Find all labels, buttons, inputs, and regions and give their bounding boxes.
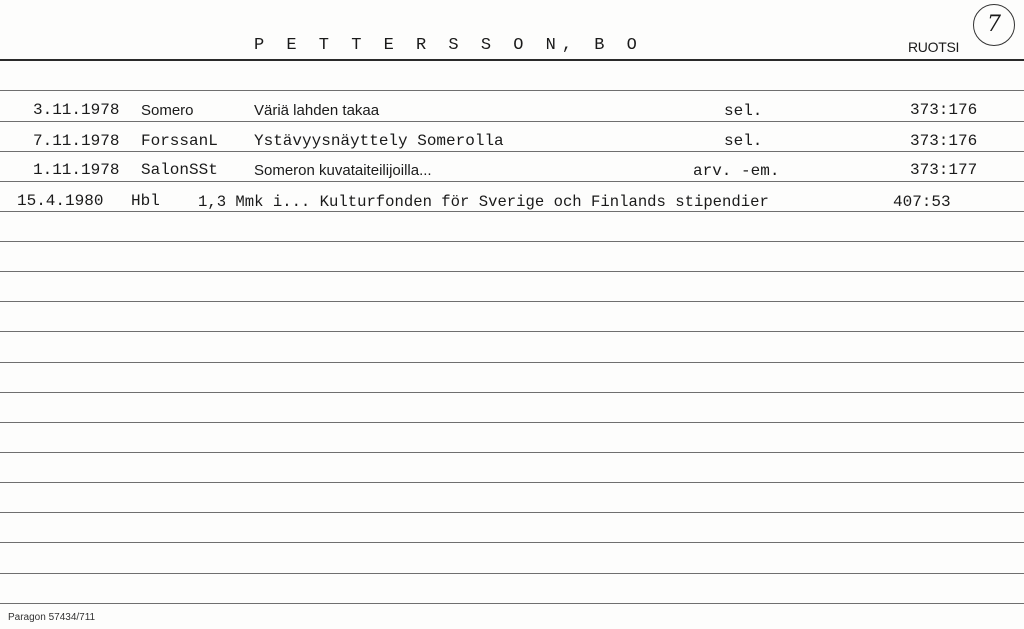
entry-source: SalonSSt [141,161,218,179]
ruled-line [0,241,1024,242]
ruled-line [0,362,1024,363]
ruled-line [0,482,1024,483]
ruled-line [0,573,1024,574]
ruled-line [0,271,1024,272]
entry-date: 3.11.1978 [33,101,120,119]
entry-ref: 407:53 [893,193,951,211]
entry-title: 1,3 Mmk i... Kulturfonden för Sverige och Finlands stipendier [198,193,769,211]
ruled-line [0,542,1024,543]
ruled-line [0,331,1024,332]
entry-ref: 373:176 [910,132,978,150]
entry-date: 1.11.1978 [33,161,120,179]
ruled-line [0,90,1024,91]
entry-ref: 373:176 [910,101,978,119]
ruled-line [0,151,1024,152]
ruled-line [0,301,1024,302]
entry-ref: 373:177 [910,161,978,179]
entry-source: Hbl [131,192,160,210]
entry-title: Someron kuvataiteilijoilla... [254,162,432,179]
entry-source: Somero [141,102,194,119]
entry-date: 15.4.1980 [17,192,104,210]
entry-source: ForssanL [141,132,218,150]
entry-title: Ystävyysnäyttely Somerolla [254,132,504,150]
country-label: RUOTSI [908,39,960,55]
ruled-line [0,603,1024,604]
ruled-line [0,121,1024,122]
printer-imprint: Paragon 57434/711 [8,612,96,623]
entry-title: Väriä lahden takaa [254,102,380,119]
ruled-line [0,392,1024,393]
entry-type: sel. [724,102,763,120]
ruled-line [0,512,1024,513]
ruled-line [0,422,1024,423]
entry-type: sel. [724,132,763,150]
entry-type: arv. -em. [693,162,780,180]
header-rule [0,59,1024,61]
ruled-line [0,181,1024,182]
person-name: P E T T E R S S O N, B O [254,36,643,55]
ruled-line [0,211,1024,212]
card-number: 7 [973,4,1015,46]
ruled-line [0,452,1024,453]
entry-date: 7.11.1978 [33,132,120,150]
